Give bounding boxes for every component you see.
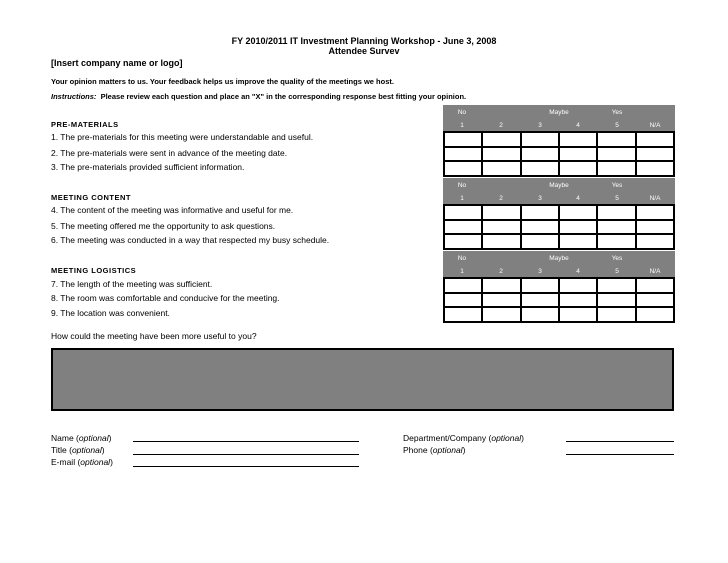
- response-grid-meeting-content: [443, 204, 675, 250]
- question-3: 3. The pre-materials provided sufficient information.: [51, 162, 245, 172]
- intro-text: Your opinion matters to us. Your feedback helps us improve the quality of the meetings we host.: [51, 77, 394, 86]
- phone-input-line[interactable]: [566, 454, 674, 455]
- response-cell[interactable]: [483, 294, 519, 307]
- scale-no-label: No: [457, 109, 467, 116]
- instructions-label: Instructions:: [51, 92, 97, 101]
- response-cell[interactable]: [522, 162, 558, 175]
- scale-number: 1: [460, 268, 464, 275]
- scale-header-1: [443, 105, 675, 120]
- response-cell[interactable]: [483, 235, 519, 248]
- survey-title-line1: FY 2010/2011 IT Investment Planning Workshop - June 3, 2008: [231, 36, 497, 46]
- response-cell[interactable]: [522, 206, 558, 219]
- open-question: How could the meeting have been more useful to you?: [51, 331, 257, 341]
- response-cell[interactable]: [598, 221, 634, 234]
- scale-number: 2: [499, 268, 503, 275]
- response-cell[interactable]: [522, 294, 558, 307]
- question-8: 8. The room was comfortable and conducive for the meeting.: [51, 293, 280, 303]
- section-title-meeting-logistics: MEETING LOGISTICS: [51, 266, 137, 275]
- response-cell[interactable]: [637, 235, 673, 248]
- response-cell[interactable]: [637, 308, 673, 321]
- response-cell[interactable]: [445, 308, 481, 321]
- response-cell[interactable]: [445, 235, 481, 248]
- response-cell[interactable]: [637, 294, 673, 307]
- response-cell[interactable]: [598, 133, 634, 146]
- scale-number: 5: [615, 195, 619, 202]
- response-cell[interactable]: [483, 308, 519, 321]
- scale-yes-label: Yes: [611, 182, 623, 189]
- response-cell[interactable]: [598, 279, 634, 292]
- response-cell[interactable]: [560, 308, 596, 321]
- response-cell[interactable]: [522, 148, 558, 161]
- question-1: 1. The pre-materials for this meeting were understandable and useful.: [51, 132, 314, 142]
- survey-title-line2: Attendee Survev: [328, 46, 400, 56]
- scale-number: 3: [538, 195, 542, 202]
- phone-label: Phone (optional): [403, 445, 466, 455]
- scale-number: N/A: [649, 122, 661, 129]
- response-cell[interactable]: [445, 294, 481, 307]
- response-cell[interactable]: [445, 206, 481, 219]
- response-cell[interactable]: [560, 133, 596, 146]
- scale-number: 4: [576, 122, 580, 129]
- scale-maybe-label: Maybe: [549, 109, 569, 116]
- instructions-text: Please review each question and place an "X" in the corresponding response best fitting your opinion.: [100, 92, 467, 101]
- scale-numbers-2: [443, 193, 675, 204]
- response-cell[interactable]: [445, 279, 481, 292]
- response-cell[interactable]: [598, 308, 634, 321]
- scale-number: 4: [576, 268, 580, 275]
- response-cell[interactable]: [483, 162, 519, 175]
- response-cell[interactable]: [560, 148, 596, 161]
- response-cell[interactable]: [598, 206, 634, 219]
- scale-number: 2: [499, 122, 503, 129]
- response-cell[interactable]: [483, 279, 519, 292]
- response-cell[interactable]: [637, 148, 673, 161]
- scale-number: 1: [460, 195, 464, 202]
- response-cell[interactable]: [445, 133, 481, 146]
- scale-number: 5: [615, 268, 619, 275]
- response-cell[interactable]: [522, 308, 558, 321]
- response-cell[interactable]: [445, 148, 481, 161]
- response-cell[interactable]: [598, 235, 634, 248]
- response-cell[interactable]: [483, 148, 519, 161]
- email-input-line[interactable]: [133, 466, 359, 467]
- scale-number: 5: [615, 122, 619, 129]
- response-cell[interactable]: [560, 235, 596, 248]
- response-cell[interactable]: [522, 279, 558, 292]
- response-cell[interactable]: [522, 221, 558, 234]
- response-cell[interactable]: [637, 133, 673, 146]
- scale-number: 3: [538, 268, 542, 275]
- question-6: 6. The meeting was conducted in a way that respected my busy schedule.: [51, 235, 330, 245]
- section-title-meeting-content: MEETING CONTENT: [51, 193, 131, 202]
- response-cell[interactable]: [560, 162, 596, 175]
- section-title-pre-materials: PRE-MATERIALS: [51, 120, 119, 129]
- question-7: 7. The length of the meeting was sufficient.: [51, 279, 213, 289]
- response-cell[interactable]: [445, 162, 481, 175]
- response-grid-meeting-logistics: [443, 277, 675, 323]
- question-5: 5. The meeting offered me the opportunity to ask questions.: [51, 221, 276, 231]
- question-9: 9. The location was convenient.: [51, 308, 170, 318]
- scale-no-label: No: [457, 255, 467, 262]
- scale-number: 2: [499, 195, 503, 202]
- response-cell[interactable]: [560, 206, 596, 219]
- scale-numbers-1: [443, 120, 675, 131]
- scale-number: N/A: [649, 195, 661, 202]
- response-cell[interactable]: [637, 279, 673, 292]
- response-cell[interactable]: [598, 148, 634, 161]
- scale-maybe-label: Maybe: [549, 255, 569, 262]
- department-label: Department/Company (optional): [403, 433, 524, 443]
- response-cell[interactable]: [560, 221, 596, 234]
- instructions: [51, 92, 466, 101]
- response-grid-pre-materials: [443, 131, 675, 177]
- question-4: 4. The content of the meeting was informative and useful for me.: [51, 205, 294, 215]
- response-cell[interactable]: [637, 221, 673, 234]
- title-label: Title (optional): [51, 445, 105, 455]
- scale-header-2: [443, 178, 675, 193]
- name-label: Name (optional): [51, 433, 112, 443]
- scale-number: 1: [460, 122, 464, 129]
- name-input-line[interactable]: [133, 441, 359, 442]
- scale-no-label: No: [457, 182, 467, 189]
- response-cell[interactable]: [598, 162, 634, 175]
- company-placeholder: [Insert company name or logo]: [51, 58, 183, 68]
- scale-yes-label: Yes: [611, 109, 623, 116]
- response-cell[interactable]: [560, 279, 596, 292]
- response-cell[interactable]: [637, 206, 673, 219]
- response-cell[interactable]: [522, 133, 558, 146]
- comment-box[interactable]: [51, 348, 674, 411]
- response-cell[interactable]: [637, 162, 673, 175]
- department-input-line[interactable]: [566, 441, 674, 442]
- response-cell[interactable]: [483, 133, 519, 146]
- response-cell[interactable]: [560, 294, 596, 307]
- scale-number: 3: [538, 122, 542, 129]
- response-cell[interactable]: [522, 235, 558, 248]
- title-input-line[interactable]: [133, 454, 359, 455]
- scale-number: N/A: [649, 268, 661, 275]
- email-label: E-mail (optional): [51, 457, 113, 467]
- response-cell[interactable]: [483, 206, 519, 219]
- response-cell[interactable]: [483, 221, 519, 234]
- question-2: 2. The pre-materials were sent in advance of the meeting date.: [51, 148, 288, 158]
- scale-maybe-label: Maybe: [549, 182, 569, 189]
- scale-numbers-3: [443, 266, 675, 277]
- response-cell[interactable]: [445, 221, 481, 234]
- response-cell[interactable]: [598, 294, 634, 307]
- scale-yes-label: Yes: [611, 255, 623, 262]
- scale-header-3: [443, 251, 675, 266]
- scale-number: 4: [576, 195, 580, 202]
